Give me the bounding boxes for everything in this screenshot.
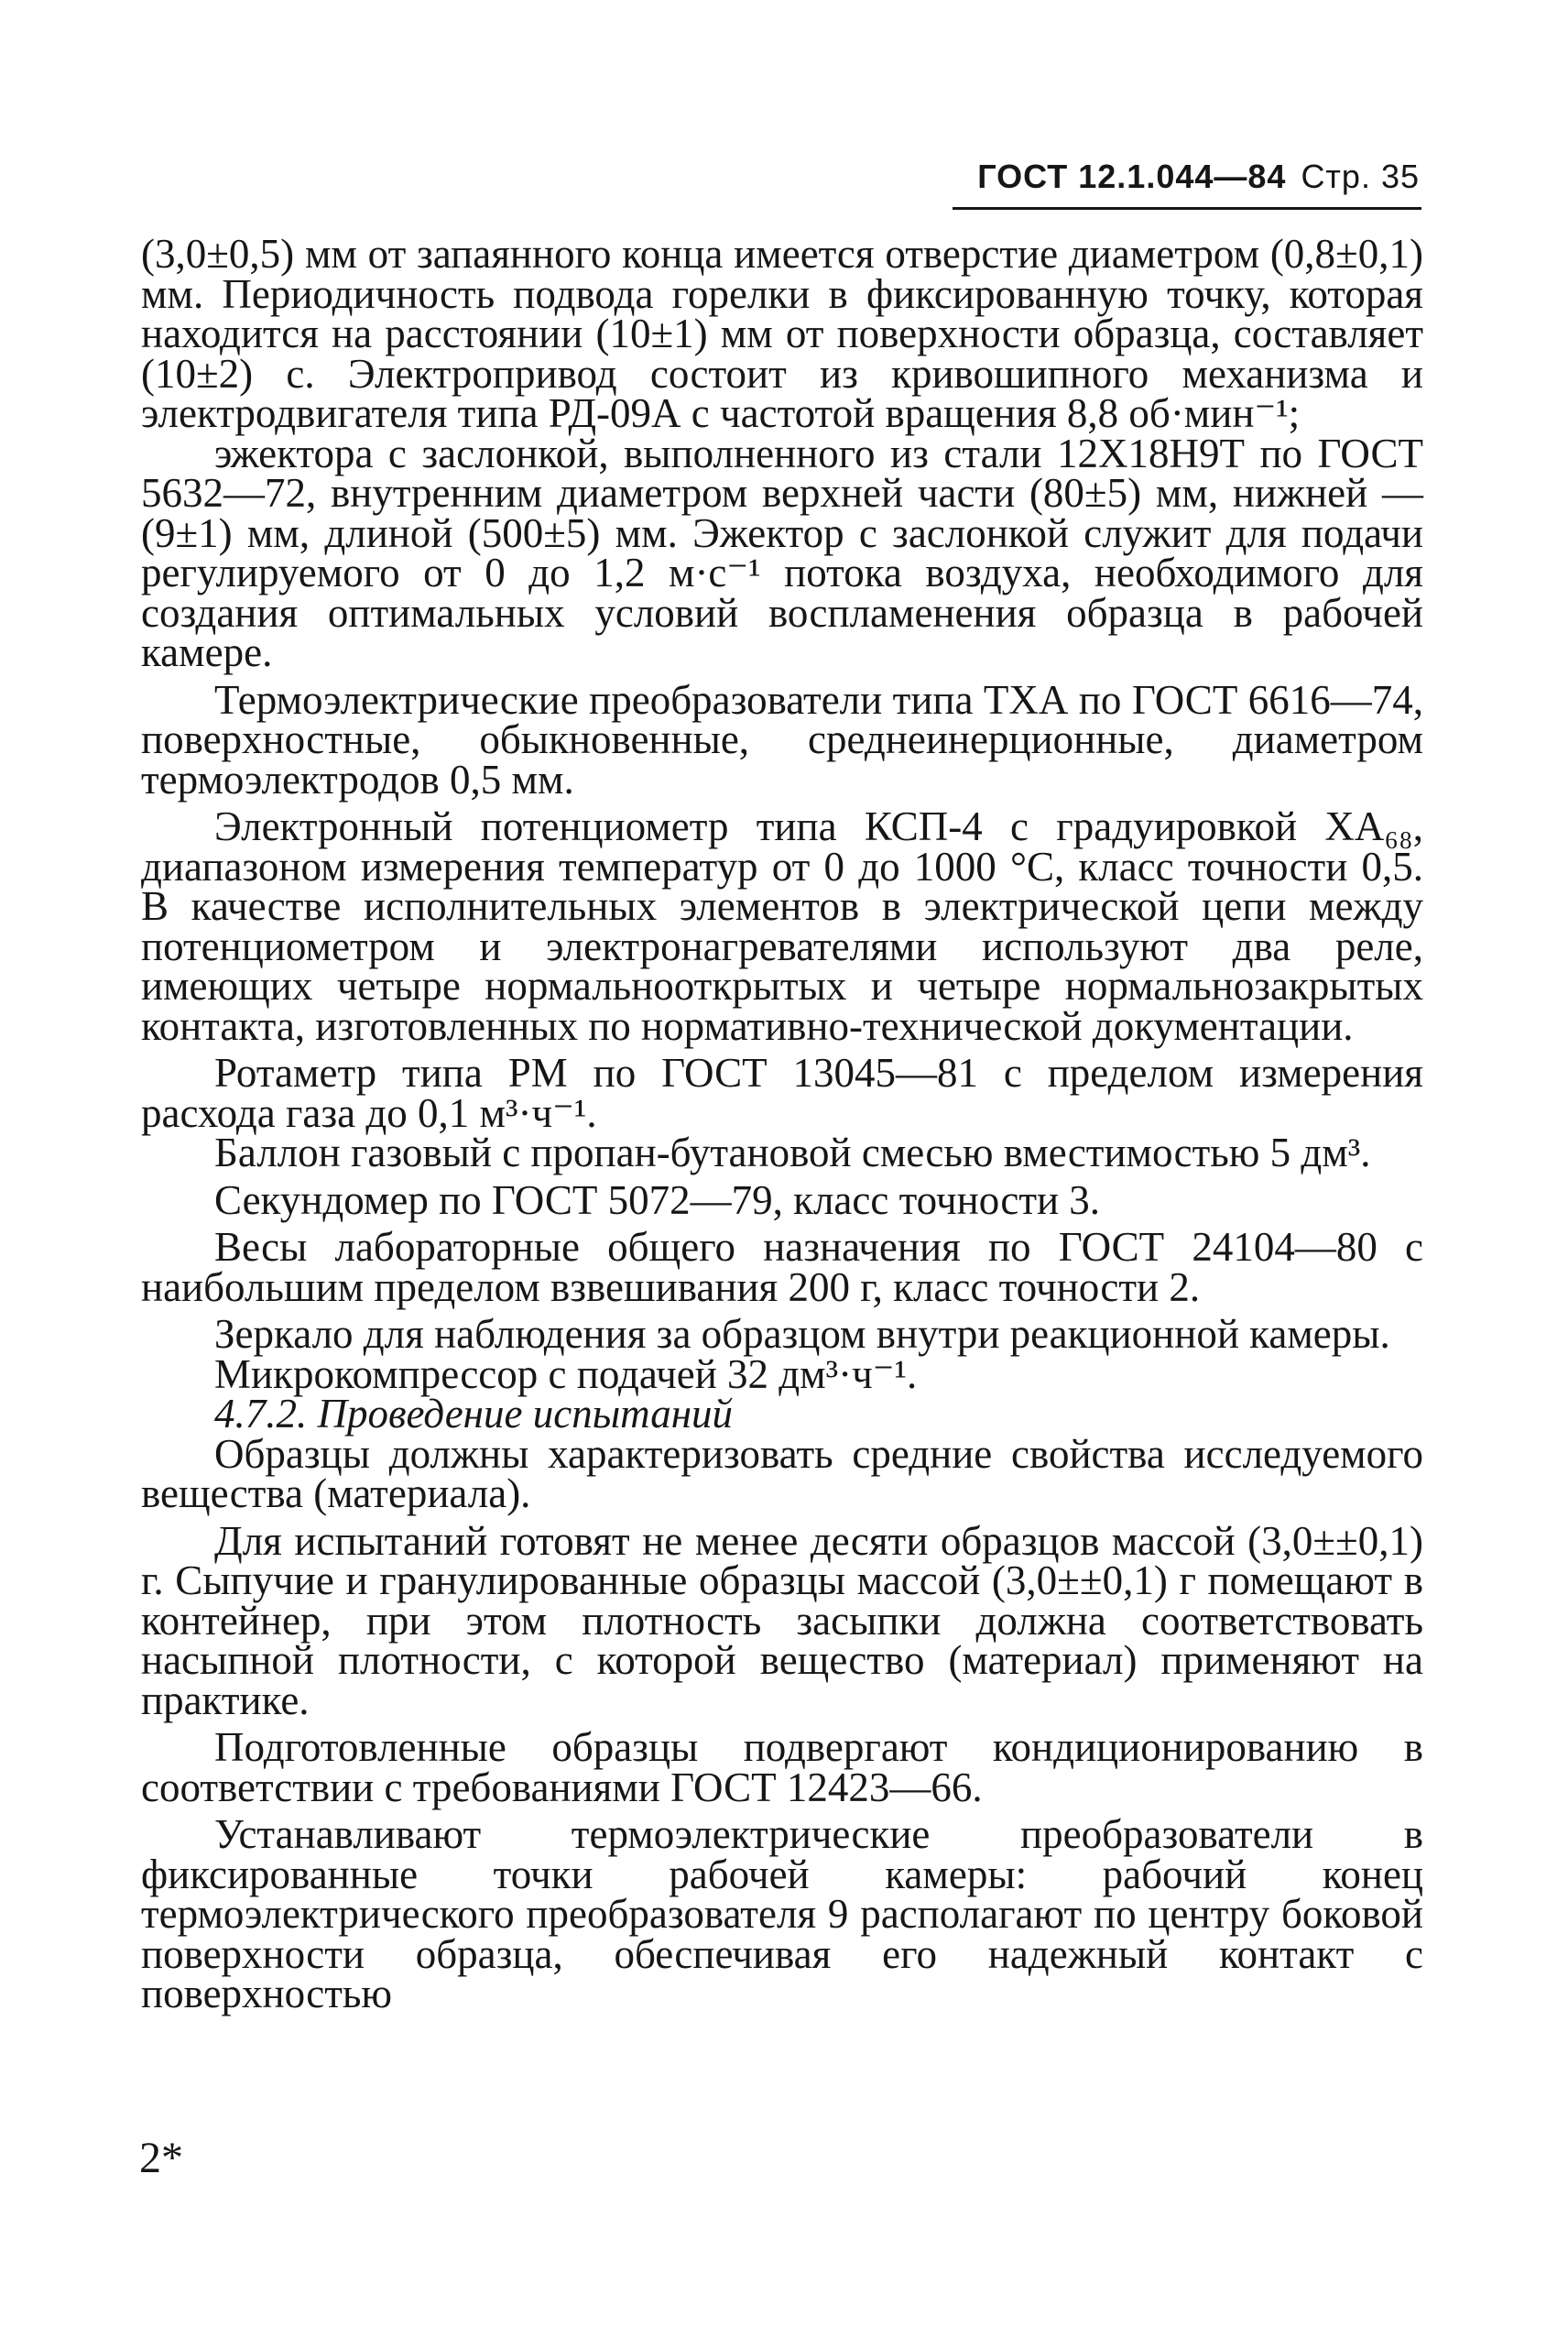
section-heading: 4.7.2. Проведение испытаний bbox=[214, 1391, 734, 1437]
paragraph: Баллон газовый с пропан-бутановой смесью вместимостью 5 дм³. bbox=[214, 1130, 1371, 1175]
page-number: Стр. 35 bbox=[1301, 158, 1420, 195]
paragraph: эжектора с заслонкой, выполненного из стали 12Х18Н9Т по ГОСТ 5632—72, внутренним диаметром верхней части (80±5) мм, нижней — (9±1) мм, длиной (500±5) мм. Эжектор с заслонкой служит для подачи регулируемого от 0 до 1,2 м·с⁻¹ потока воздуха, необходимого для создания оптимальных условий воспламенения образца в рабочей камере. bbox=[141, 430, 1423, 675]
paragraph: Весы лабораторные общего назначения по ГОСТ 24104—80 с наибольшим пределом взвешивания 200 г, класс точности 2. bbox=[141, 1224, 1423, 1310]
paragraph: Ротаметр типа РМ по ГОСТ 13045—81 с пределом измерения расхода газа до 0,1 м³·ч⁻¹. bbox=[141, 1050, 1423, 1136]
paragraph: Подготовленные образцы подвергают кондиционированию в соответствии с требованиями ГОСТ 12423—66. bbox=[141, 1724, 1423, 1810]
standard-number: ГОСТ 12.1.044—84 bbox=[977, 158, 1287, 195]
paragraph: Образцы должны характеризовать средние свойства исследуемого вещества (материала). bbox=[141, 1430, 1423, 1516]
paragraph: Секундомер по ГОСТ 5072—79, класс точности 3. bbox=[214, 1176, 1101, 1223]
paragraph: (3,0±0,5) мм от запаянного конца имеется отверстие диаметром (0,8±0,1) мм. Периодичность подвода горелки в фиксированную точку, которая находится на расстоянии (10±1) мм от поверхности образца, составляет (10±2) с. Электропривод состоит из кривошипного механизма и электродвигателя типа РД-09А с частотой вращения 8,8 об·мин⁻¹; bbox=[141, 231, 1423, 436]
body-text bbox=[141, 231, 1423, 2016]
paragraph: Термоэлектрические преобразователи типа ТХА по ГОСТ 6616—74, поверхностные, обыкновенные, среднеинерционные, диаметром термоэлектродов 0,5 мм. bbox=[141, 676, 1423, 803]
paragraph: Устанавливают термоэлектрические преобразователи в фиксированные точки рабочей камеры: рабочий конец термоэлектрического преобразователя 9 располагают по центру боковой поверхности образца, обеспечивая его надежный контакт с поверхностью bbox=[141, 1811, 1423, 2016]
paragraph: Зеркало для наблюдения за образцом внутри реакционной камеры. bbox=[214, 1311, 1390, 1357]
paragraph: Для испытаний готовят не менее десяти образцов массой (3,0±±0,1) г. Сыпучие и гранулированные образцы массой (3,0±±0,1) г помещают в контейнер, при этом плотность засыпки должна соответствовать насыпной плотности, с которой вещество (материал) применяют на практике. bbox=[141, 1517, 1423, 1723]
page-header bbox=[977, 158, 1420, 196]
signature-mark: 2* bbox=[139, 2134, 183, 2182]
paragraph: Электронный потенциометр типа КСП-4 с градуировкой ХА₆₈, диапазоном измерения температур от 0 до 1000 °С, класс точности 0,5. В качестве исполнительных элементов в электрической цепи между потенциометром и электронагревателями используют два реле, имеющих четыре нормальнооткрытых и четыре нормальнозакрытых контакта, изготовленных по нормативно-технической документации. bbox=[141, 803, 1423, 1049]
header-rule bbox=[953, 207, 1421, 210]
paragraph: Микрокомпрессор с подачей 32 дм³·ч⁻¹. bbox=[214, 1350, 918, 1397]
